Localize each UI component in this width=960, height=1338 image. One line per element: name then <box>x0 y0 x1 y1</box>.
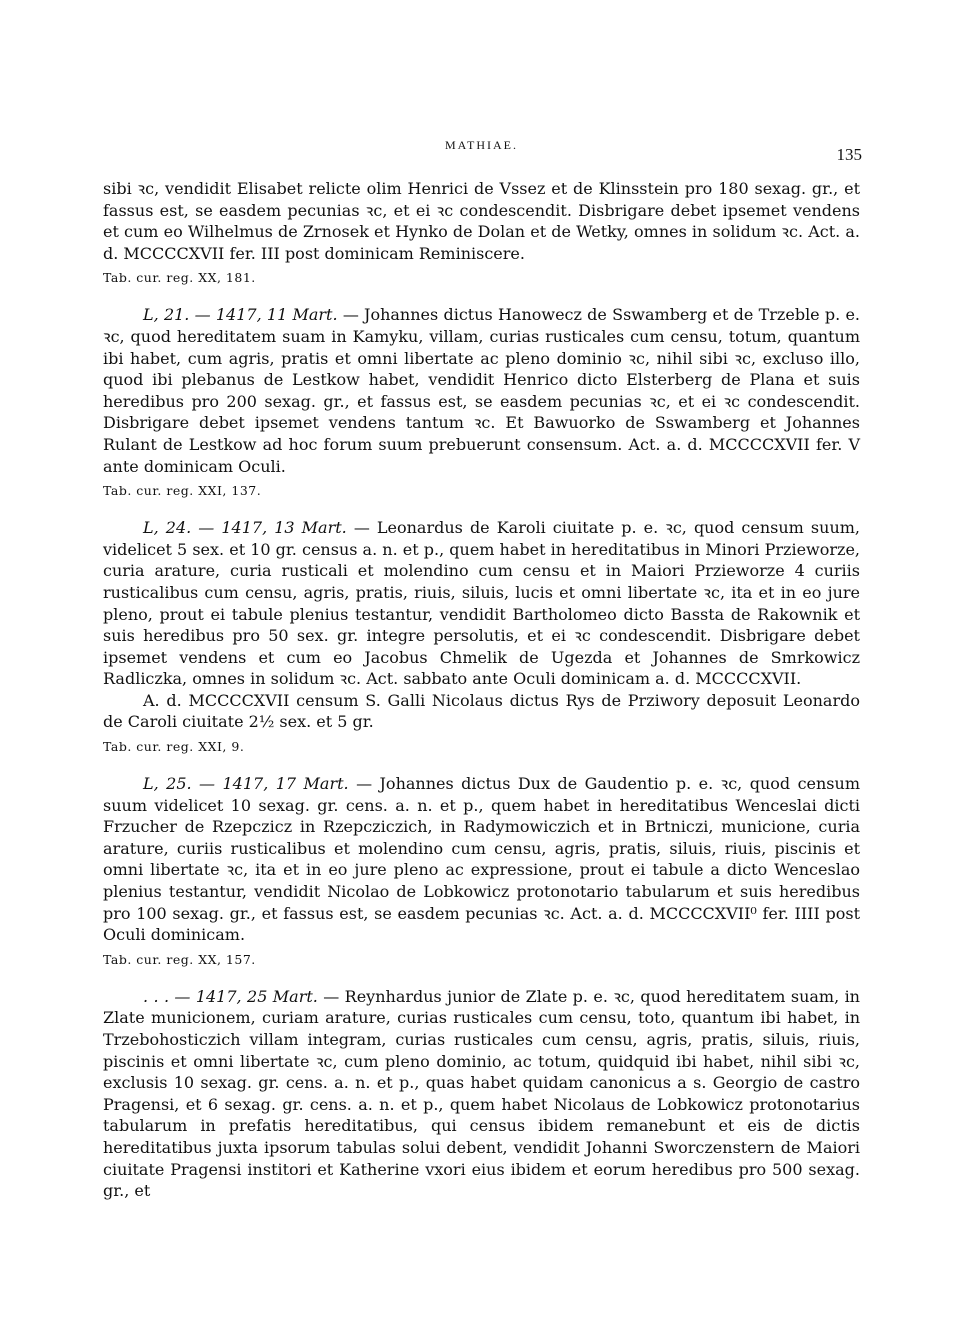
entry-l24-source-reference: Tab. cur. reg. XXI, 9. <box>103 739 245 755</box>
entry-undated-body: — Reynhardus junior de Zlate p. e. ꝛc, quod hereditatem suam, in Zlate municionem, curiam arature, curias rusticales cum censu, toto, quantum ibi habet, in Trzebohosticzich villam integram, curias rusticales cum censu, agris, pratis, siluis, riuis, piscinis et omni libertate ꝛc, cum pleno dominio, ac totum, quidquid ibi habet, nihil sibi ꝛc, exclusis 10 sexag. gr. cens. a. n. et p., quas habet quidam canonicus a s. Georgio de castro Pragensi, et 6 sexag. gr. cens. a. n. et p., quem habet Nicolaus de Lobkowicz protonotarius tabularum in prefatis hereditatibus, qui census ibidem remanebunt et eis de dictis hereditatibus juxta ipsorum tabulas solui debent, vendidit Johanni Sworczenstern de Maiori ciuitate Pragensi institori et Katherine vxori eius ibidem et eorum heredibus pro 500 sexag. gr., et <box>103 986 860 1201</box>
entry-undated-text <box>103 986 860 1202</box>
page <box>103 138 860 1202</box>
intro-source-reference: Tab. cur. reg. XX, 181. <box>103 270 256 286</box>
entry-l24-body: — Leonardus de Karoli ciuitate p. e. ꝛc, quod censum suum, videlicet 5 sex. et 10 gr. census a. n. et p., quem habet in hereditatibus in Minori Przieworze, curia arature, curia rusticali et molendino cum censu et in Maiori Przieworze 4 curiis rusticalibus cum censu, agris, pratis, riuis, siluis, lucis et omni libertate ꝛc, ita et in eo jure pleno, prout ei tabule plenius testantur, vendidit Bartholomeo dicto Bassta de Rakownik et suis heredibus pro 50 sex. gr. integre persolutis, et ei ꝛc condescendit. Disbrigare debet ipsemet vendens et cum eo Jacobus Chmelik de Ugezda et Johannes de Smrkowicz Radliczka, omnes in solidum ꝛc. Act. sabbato ante Oculi dominicam a. d. MCCCCXVII. <box>103 518 861 689</box>
entry-l24 <box>103 517 860 754</box>
entry-undated <box>103 986 860 1202</box>
page-number: 135 <box>836 145 862 164</box>
entry-l25-head: L, 25. — 1417, 17 Mart. <box>143 774 349 794</box>
entry-undated-head: . . . — 1417, 25 Mart. <box>143 986 318 1006</box>
entry-l21-text <box>103 304 860 477</box>
entry-l25 <box>103 773 860 967</box>
intro-paragraph: sibi ꝛc, vendidit Elisabet relicte olim Henrici de Vssez et de Klinsstein pro 180 sexag. gr., et fassus est, se easdem pecunias ꝛc, et ei ꝛc condescendit. Disbrigare debet ipsemet vendens et cum eo Wilhelmus de Zrnosek et Hynko de Dolan et de Wetky, omnes in solidum ꝛc. Act. a. d. MCCCCXVII fer. III post dominicam Reminiscere. <box>103 179 860 263</box>
entry-l21-source-reference: Tab. cur. reg. XXI, 137. <box>103 483 262 499</box>
entry-l25-body: — Johannes dictus Dux de Gaudentio p. e. ꝛc, quod censum suum videlicet 10 sexag. gr. cens. a. n. et p., quem habet in hereditatibus Wenceslai dicti Frzucher de Rzepczicz in Rzepcziczich, in Radymowiczich et in Brtniczi, municione, curia arature, curiis rusticalibus et molendino cum censu, agris, pratis, siluis, riuis, piscinis et omni libertate ꝛc, ita et in eo jure pleno ac expressione, prout ei tabule a dicto Wenceslao plenius testantur, vendidit Nicolao de Lobkowicz protonotario tabularum et suis heredibus pro 100 sexag. gr., et fassus est, se easdem pecunias ꝛc. Act. a. d. MCCCCXVII⁰ fer. IIII post Oculi dominicam. <box>103 774 860 945</box>
entry-l21 <box>103 304 860 498</box>
entry-l21-body: — Johannes dictus Hanowecz de Sswamberg et de Trzeble p. e. ꝛc, quod hereditatem suam in Kamyku, villam, curias rusticales cum censu, totum, quantum ibi habet, cum agris, pratis et omni libertate ac pleno dominio ꝛc, nihil sibi ꝛc, excluso illo, quod ibi plebanus de Lestkow habet, vendidit Henrico dicto Elsterberg de Plana et suis heredibus pro 200 sexag. gr., et fassus est, se easdem pecunias ꝛc, et ei ꝛc condescendit. Disbrigare debet ipsemet vendens tantum ꝛc. Et Bawuorko de Sswamberg et Johannes Rulant de Lestkow ad hoc forum suum prebuerunt consensum. Act. a. d. MCCCCXVII fer. V ante dominicam Oculi. <box>103 305 860 476</box>
entry-l24-note: A. d. MCCCCXVII censum S. Galli Nicolaus dictus Rys de Prziwory deposuit Leonardo de Caroli ciuitate 2½ sex. et 5 gr. <box>103 690 860 732</box>
entry-l24-head: L, 24. — 1417, 13 Mart. <box>143 518 347 538</box>
entry-l25-source-reference: Tab. cur. reg. XX, 157. <box>103 951 256 967</box>
entry-l21-head: L, 21. — 1417, 11 Mart. <box>143 305 338 325</box>
running-title: MATHIAE. <box>445 138 518 152</box>
entry-l25-text <box>103 773 860 946</box>
page-header <box>103 138 860 178</box>
entry-l24-text <box>103 517 860 690</box>
